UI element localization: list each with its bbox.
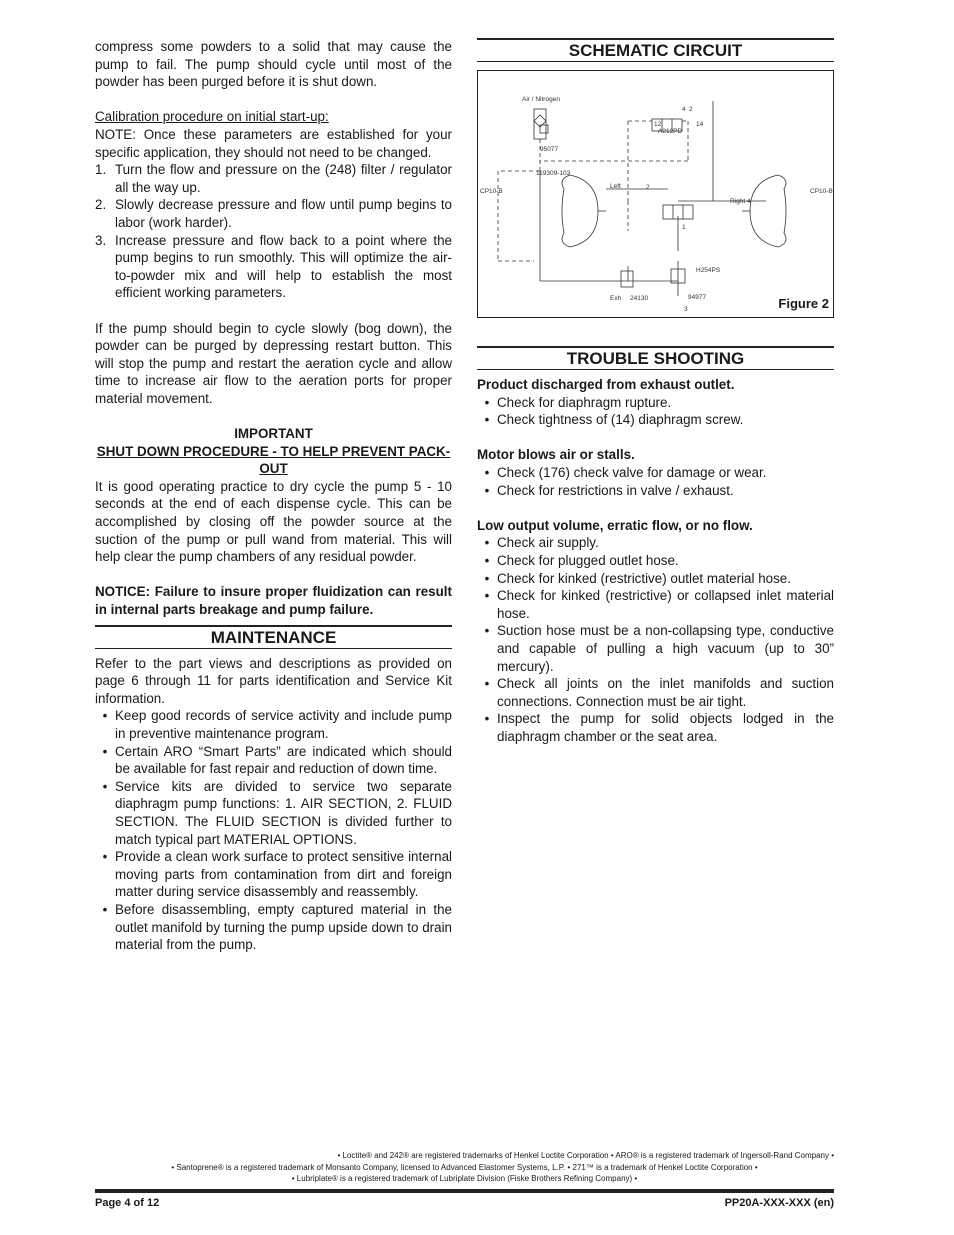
list-item: • Check for restrictions in valve / exhaust. xyxy=(477,482,834,500)
problem-heading: Motor blows air or stalls. xyxy=(477,447,635,463)
list-item: • Certain ARO “Smart Parts” are indicated which should be available for fast repair and reduction of down time. xyxy=(95,743,452,778)
bullet-icon: • xyxy=(484,482,490,498)
bullet-icon: • xyxy=(102,708,108,724)
trademark-line: • Loctite® and 242® are registered trademarks of Henkel Loctite Corporation • ARO® is a registered trademark of Ingersoll-Rand Company • xyxy=(337,1151,834,1160)
bullet-icon: • xyxy=(102,901,108,917)
maintenance-intro: Refer to the part views and descriptions as provided on page 6 through 11 for parts identification and Service Kit information. xyxy=(95,655,452,706)
bullet-icon: • xyxy=(102,849,108,865)
intro-paragraph: compress some powders to a solid that may cause the pump to fail. The pump should cycle until most of the powder has been purged before it is shut down. xyxy=(95,39,452,90)
trademark-notes xyxy=(95,1150,834,1185)
trademark-line: • Santoprene® is a registered trademark of Monsanto Company, licensed to Advanced Elastomer Systems, L.P. • 271™ is a trademark of Henkel Loctite Corporation • xyxy=(171,1162,758,1172)
problem-heading: Low output volume, erratic flow, or no flow. xyxy=(477,517,753,533)
label-24130: 24130 xyxy=(630,295,649,302)
list-item: • Check air supply. xyxy=(477,534,834,552)
list-item: • Before disassembling, empty captured material in the outlet manifold by turning the pump upside down to drain material from the pump. xyxy=(95,901,452,954)
label-air: Air / Nitrogen xyxy=(522,96,560,103)
schematic-title: SCHEMATIC CIRCUIT xyxy=(477,38,834,62)
air-filter-symbol xyxy=(534,109,546,139)
step-text: Slowly decrease pressure and flow until pump begins to labor (work harder). xyxy=(115,197,452,230)
bullet-icon: • xyxy=(484,535,490,551)
label-n12: 12 xyxy=(654,121,662,128)
list-item: • Check tightness of (14) diaphragm screw. xyxy=(477,411,834,429)
bullet-icon: • xyxy=(484,552,490,568)
step-number: 2. xyxy=(95,197,107,213)
bog-down-paragraph: If the pump should begin to cycle slowly (bog down), the powder can be purged by depressing restart button. This will stop the pump and restart the aeration cycle and allow time to increase air flow to the aeration ports for proper material movement. xyxy=(95,320,452,406)
label-119309: 119309-103 xyxy=(536,170,571,177)
bullet-icon: • xyxy=(484,588,490,604)
right-diaphragm-symbol xyxy=(750,175,786,247)
problem-list xyxy=(477,534,834,745)
schematic-diagram xyxy=(478,71,833,317)
label-right4: Right 4 xyxy=(730,198,751,205)
footer-divider xyxy=(95,1189,834,1193)
bullet-icon: • xyxy=(484,623,490,639)
problem-heading: Product discharged from exhaust outlet. xyxy=(477,377,735,392)
label-94977: 94977 xyxy=(688,294,707,301)
calibration-step xyxy=(95,196,452,231)
calibration-steps xyxy=(95,161,452,302)
list-item: • Check for diaphragm rupture. xyxy=(477,394,834,412)
label-left: Left xyxy=(610,183,621,190)
problem-list xyxy=(477,394,834,429)
label-1: 1 xyxy=(682,224,686,231)
calibration-note: NOTE: Once these parameters are established for your specific application, they should not need to be changed. xyxy=(95,126,452,160)
label-n2: 2 xyxy=(689,106,693,113)
label-n14: 14 xyxy=(696,121,704,128)
bullet-icon: • xyxy=(484,464,490,480)
step-text: Turn the flow and pressure on the (248) filter / regulator all the way up. xyxy=(115,162,452,195)
bullet-icon: • xyxy=(484,394,490,410)
list-item: • Check all joints on the inlet manifolds and suction connections. Connection must be air tight. xyxy=(477,675,834,710)
list-item: • Inspect the pump for solid objects lodged in the diaphragm chamber or the seat area. xyxy=(477,710,834,745)
bullet-icon: • xyxy=(484,570,490,586)
list-item: • Check (176) check valve for damage or wear. xyxy=(477,464,834,482)
exhaust-valve-symbol xyxy=(621,271,633,287)
step-number: 3. xyxy=(95,232,107,248)
list-item: • Check for plugged outlet hose. xyxy=(477,552,834,570)
document-id: PP20A-XXX-XXX (en) xyxy=(724,1197,834,1209)
schematic-figure xyxy=(477,70,834,318)
figure-label: Figure 2 xyxy=(778,296,829,312)
label-h254ps: H254PS xyxy=(696,267,721,274)
list-item: • Check for kinked (restrictive) outlet material hose. xyxy=(477,570,834,588)
maintenance-title: MAINTENANCE xyxy=(95,625,452,649)
calibration-step xyxy=(95,161,452,196)
maintenance-list xyxy=(95,707,452,953)
list-item: • Check for kinked (restrictive) or collapsed inlet material hose. xyxy=(477,587,834,622)
label-a212pd: A212PD xyxy=(658,128,683,135)
important-label: IMPORTANT xyxy=(234,426,313,442)
label-3: 3 xyxy=(684,306,688,313)
bullet-icon: • xyxy=(102,778,108,794)
calibration-heading: Calibration procedure on initial start-up: xyxy=(95,109,329,125)
list-item: • Service kits are divided to service two separate diaphragm pump functions: 1. AIR SECTION, 2. FLUID SECTION. The FLUID SECTION is divided further to match typical part MATERIAL OPTIONS. xyxy=(95,778,452,848)
shutdown-text: It is good operating practice to dry cycle the pump 5 - 10 seconds at the end of each dispense cycle. This can be accomplished by closing off the powder source at the suction of the pump or pull wand from material. This will help clear the pump chambers of any residual powder. xyxy=(95,478,452,565)
list-item: • Suction hose must be a non-collapsing type, conductive and capable of pulling a high vacuum (up to 30” mercury). xyxy=(477,622,834,675)
label-cp10-left: CP10-B xyxy=(480,188,503,195)
left-diaphragm-symbol xyxy=(562,175,598,247)
step-number: 1. xyxy=(95,162,107,178)
notice-text: NOTICE: Failure to insure proper fluidization can result in internal parts breakage and pump failure. xyxy=(95,584,452,617)
list-item: • Keep good records of service activity and include pump in preventive maintenance program. xyxy=(95,707,452,742)
bullet-icon: • xyxy=(102,743,108,759)
bullet-icon: • xyxy=(484,412,490,428)
list-item: • Provide a clean work surface to protect sensitive internal moving parts from contamination from dirt and foreign matter during service disassembly and reassembly. xyxy=(95,848,452,901)
label-95077: 95077 xyxy=(540,146,559,153)
shutdown-heading: SHUT DOWN PROCEDURE - TO HELP PREVENT PACK-OUT xyxy=(96,443,451,477)
bullet-icon: • xyxy=(484,711,490,727)
page-number: Page 4 of 12 xyxy=(95,1197,160,1209)
trouble-title: TROUBLE SHOOTING xyxy=(477,346,834,370)
step-text: Increase pressure and flow back to a point where the pump begins to run smoothly. This will optimize the air-to-powder mix and will help to establish the most efficient working parameters. xyxy=(115,232,452,301)
left-column xyxy=(95,38,452,954)
trademark-line: • Lubriplate® is a registered trademark of Lubriplate Division (Fiske Brothers Refining Company) • xyxy=(291,1174,638,1183)
problem-list xyxy=(477,464,834,499)
label-exh: Exh xyxy=(610,295,622,302)
label-2: 2 xyxy=(646,184,650,191)
label-n4: 4 xyxy=(682,106,686,113)
calibration-step xyxy=(95,232,452,302)
bullet-icon: • xyxy=(484,676,490,692)
label-cp10-right: CP10-B xyxy=(810,188,833,195)
right-column xyxy=(477,38,834,745)
